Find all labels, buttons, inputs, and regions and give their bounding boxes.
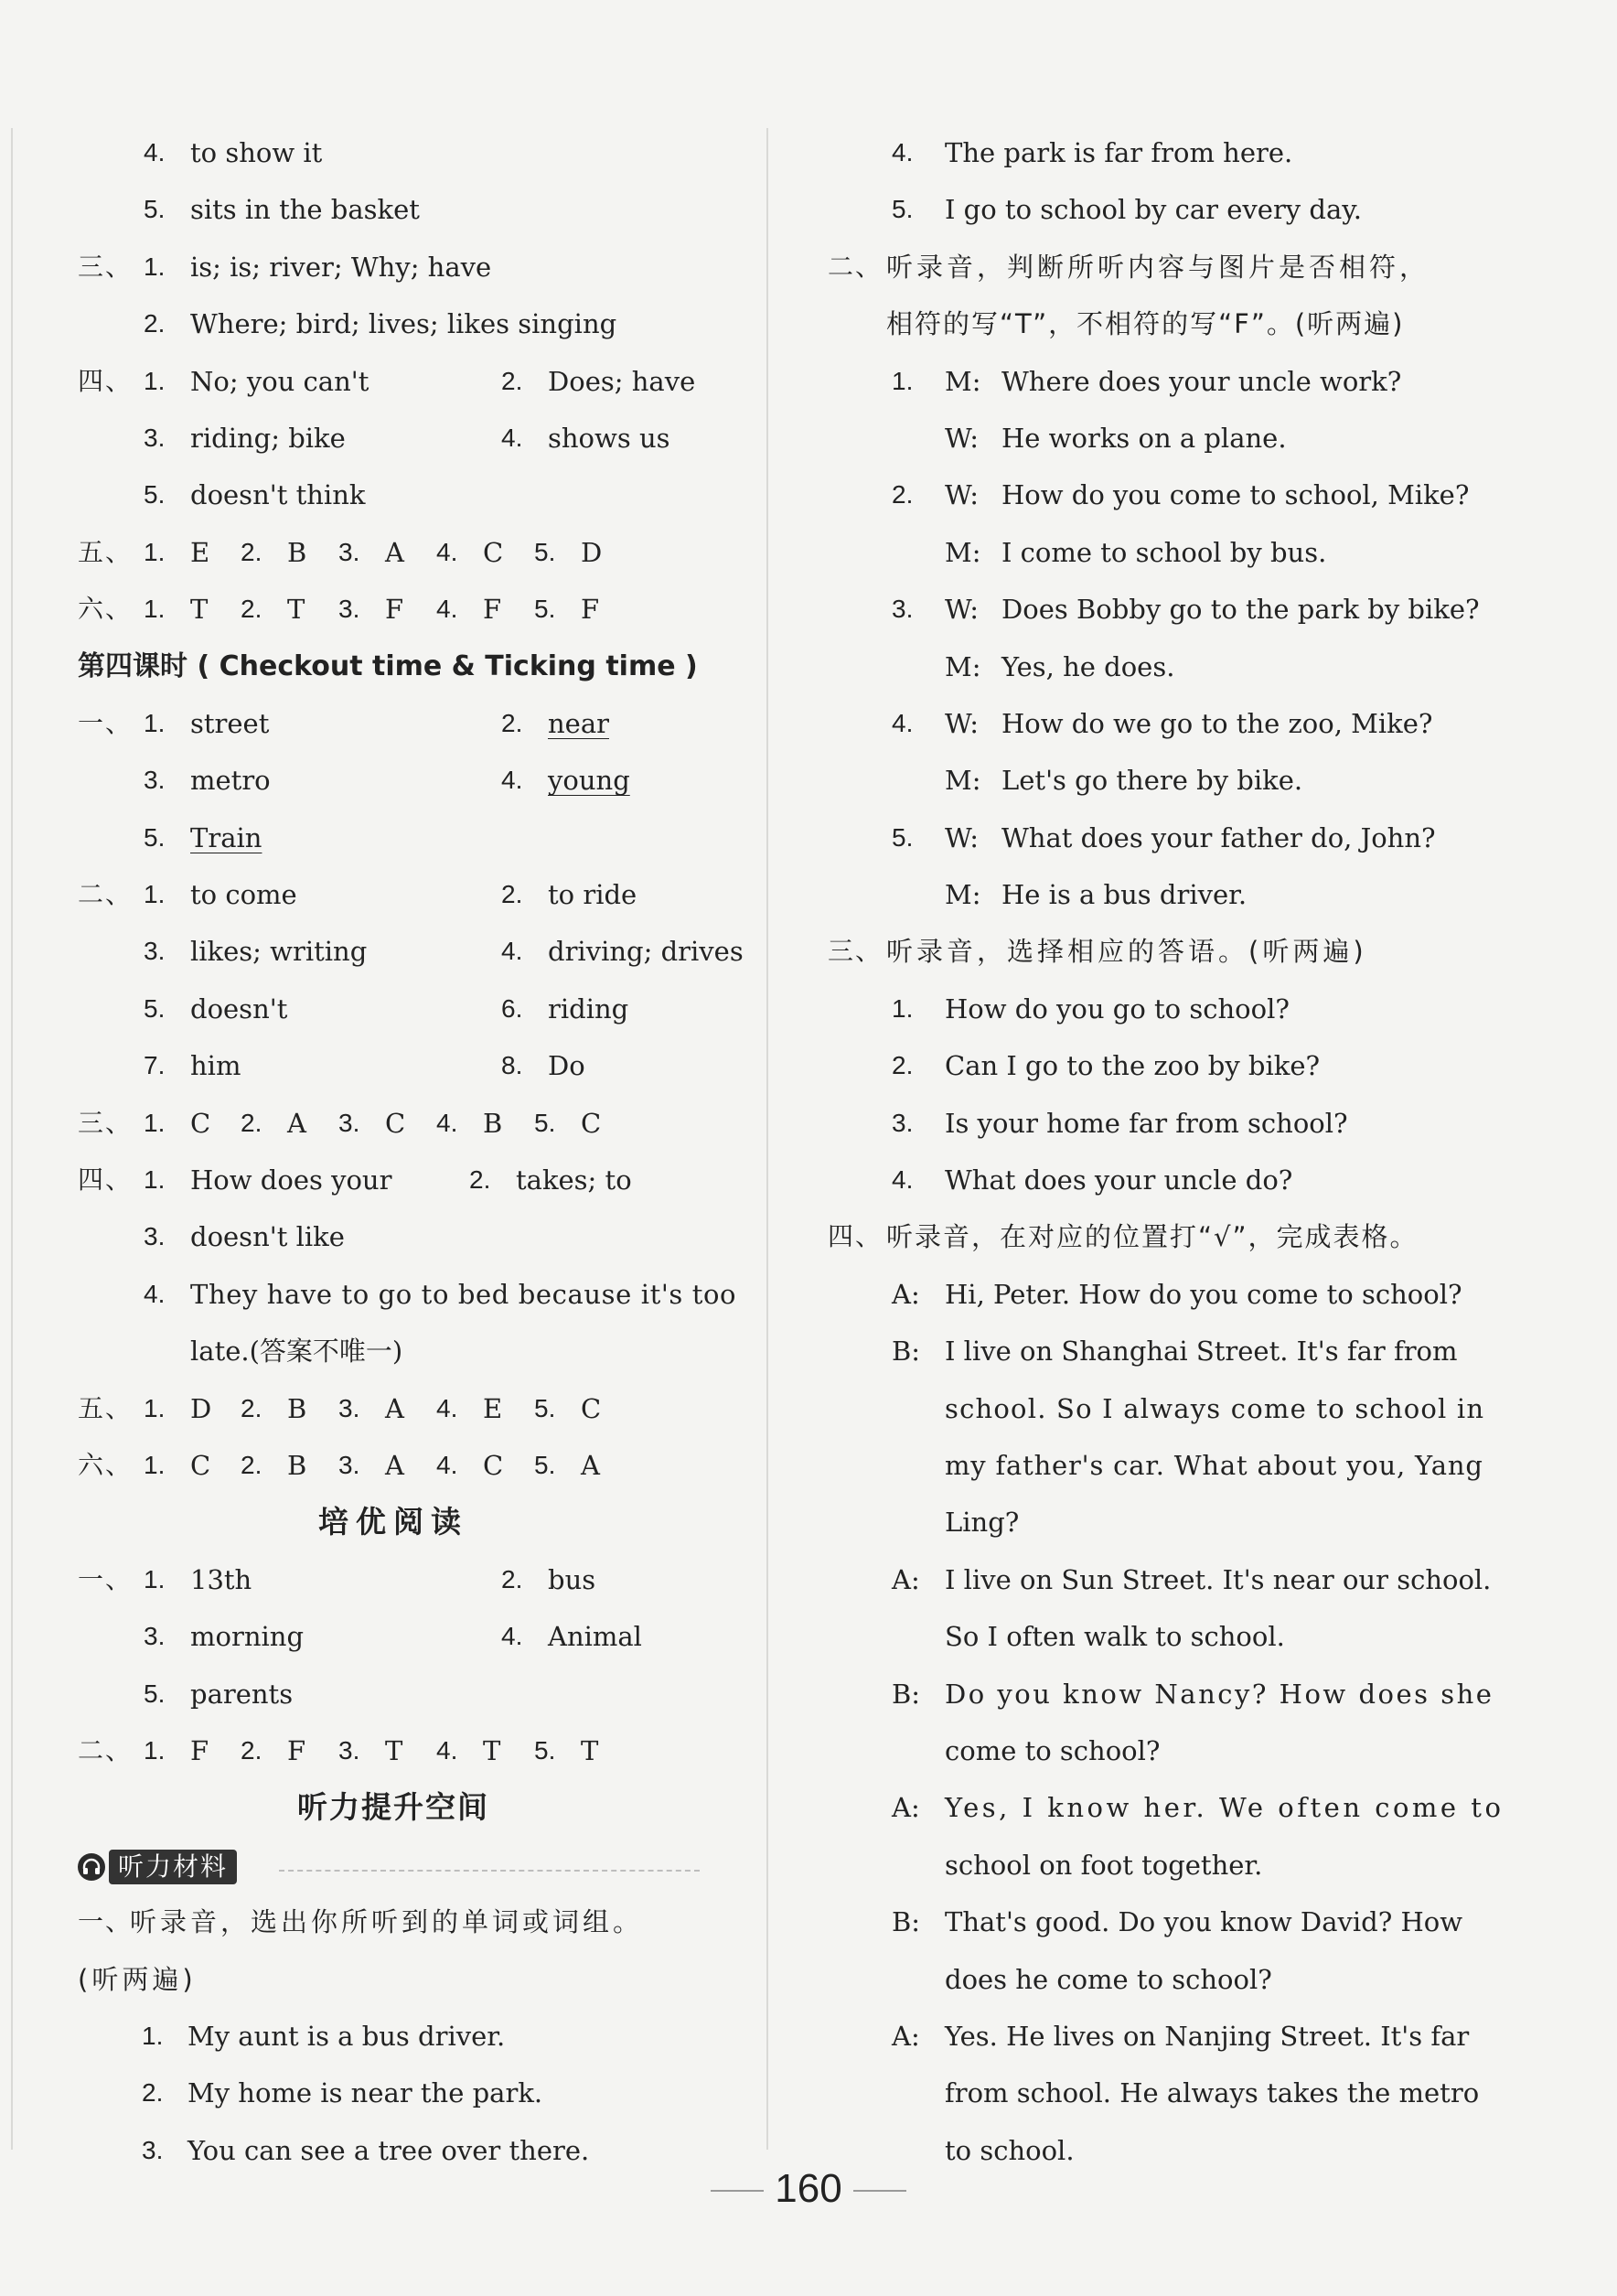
instruction-text: 听录音，选择相应的答语。(听两遍) <box>886 936 1367 968</box>
script-text: Where does your uncle work? <box>1001 365 1402 397</box>
item-number: 4. <box>436 1450 458 1479</box>
answer-text: riding <box>548 992 629 1025</box>
answer-letter: F <box>385 594 404 626</box>
answer-letter: F <box>190 1734 209 1766</box>
answer-letter: D <box>581 536 603 568</box>
script-text: Ling? <box>945 1507 1020 1539</box>
script-text: I live on Shanghai Street. It's far from <box>945 1336 1458 1368</box>
item-number: 1. <box>144 366 166 395</box>
script-text: to school. <box>945 2134 1075 2166</box>
choice-answers-line <box>78 1095 709 1152</box>
dialog-line <box>828 1722 1486 1779</box>
dialog-line <box>828 1951 1486 2008</box>
script-text: does he come to school? <box>945 1963 1272 1995</box>
script-text: Let's go there by bike. <box>1001 765 1303 797</box>
script-line <box>828 981 1486 1037</box>
answer-text: How does your <box>190 1164 392 1196</box>
answer-text: They have to go to bed because it's too <box>190 1278 737 1310</box>
item-number: 3. <box>338 1108 360 1137</box>
item-number: 4. <box>144 1279 166 1308</box>
item-number: 3. <box>892 595 914 624</box>
left-column <box>78 124 744 2179</box>
item-number: 1. <box>144 595 166 624</box>
script-text: I go to school by car every day. <box>945 194 1363 226</box>
answer-letter: A <box>385 536 404 568</box>
section-label: 四、 <box>78 1164 134 1196</box>
script-text: What does your uncle do? <box>945 1164 1293 1196</box>
answer-text: Does; have <box>548 365 696 397</box>
script-text: Yes. He lives on Nanjing Street. It's far <box>945 2020 1470 2052</box>
script-line <box>828 124 1486 181</box>
answer-text: driving; drives <box>548 936 744 968</box>
script-text: I come to school by bus. <box>1001 536 1327 568</box>
answer-text: 13th <box>190 1563 252 1595</box>
instruction-line <box>828 1208 1486 1265</box>
item-number: 3. <box>338 1393 360 1422</box>
item-number: 4. <box>144 138 166 166</box>
script-text: I live on Sun Street. It's near our school. <box>945 1563 1492 1595</box>
instruction-text: 相符的写“T”，不相符的写“F”。(听两遍) <box>886 308 1405 340</box>
dialog-line <box>828 1894 1486 1950</box>
item-number: 6. <box>501 993 523 1023</box>
item-number: 1. <box>144 252 166 281</box>
speaker: A: <box>892 1563 920 1595</box>
script-text: Hi, Peter. How do you come to school? <box>945 1278 1462 1310</box>
answer-line <box>78 1266 737 1323</box>
instruction-line <box>828 239 1486 295</box>
speaker: W: <box>945 707 980 739</box>
answer-letter: F <box>483 594 502 626</box>
answer-line <box>78 752 709 809</box>
item-number: 5. <box>534 1735 556 1765</box>
answer-line <box>78 1152 709 1208</box>
item-number: 2. <box>892 480 914 510</box>
speaker: A: <box>892 1792 920 1824</box>
answer-letter: A <box>385 1449 404 1481</box>
listening-section-title: 听力提升空间 <box>297 1789 489 1826</box>
speaker: W: <box>945 821 980 853</box>
answer-line <box>78 1608 709 1665</box>
dialog-line <box>828 810 1486 866</box>
instruction-text: 听录音，判断所听内容与图片是否相符， <box>886 251 1430 283</box>
answer-text: parents <box>190 1678 294 1710</box>
script-text: come to school? <box>945 1734 1161 1766</box>
item-number: 1. <box>144 880 166 909</box>
answer-letter: T <box>581 1734 599 1766</box>
speaker: W: <box>945 479 980 511</box>
answer-letter: C <box>190 1449 211 1481</box>
answer-text: takes; to <box>516 1164 632 1196</box>
speaker: B: <box>892 1906 921 1938</box>
column-divider <box>766 128 768 2150</box>
item-number: 1. <box>144 1450 166 1479</box>
script-text: The park is far from here. <box>945 137 1293 168</box>
script-text: Do you know Nancy? How does she <box>945 1678 1494 1710</box>
item-number: 5. <box>892 822 914 852</box>
answer-line <box>78 1037 709 1094</box>
item-number: 7. <box>144 1051 166 1080</box>
item-number: 4. <box>892 1165 914 1195</box>
answer-text: doesn't think <box>190 479 366 511</box>
section-label: 三、 <box>78 251 134 282</box>
item-number: 2. <box>241 537 262 566</box>
answer-text: doesn't like <box>190 1221 345 1253</box>
page-number-rule <box>711 2190 764 2192</box>
script-text: What does your father do, John? <box>1001 821 1436 853</box>
section-label: 四、 <box>828 1221 883 1252</box>
item-number: 2. <box>241 595 262 624</box>
answer-letter: F <box>581 594 600 626</box>
answer-text: young <box>548 765 630 797</box>
item-number: 5. <box>534 1450 556 1479</box>
answer-text: bus <box>548 1563 596 1595</box>
script-text: school. So I always come to school in <box>945 1392 1485 1424</box>
section-label: 五、 <box>78 1392 134 1423</box>
answer-text: No; you can't <box>190 365 369 397</box>
answer-line <box>78 1208 709 1265</box>
item-number: 3. <box>338 1450 360 1479</box>
dialog-line <box>828 524 1486 581</box>
dialog-line <box>828 1779 1505 1836</box>
item-number: 1. <box>144 1108 166 1137</box>
item-number: 2. <box>501 1564 523 1593</box>
speaker: M: <box>945 765 981 797</box>
answer-letter: A <box>581 1449 600 1481</box>
item-number: 2. <box>142 2078 164 2108</box>
script-line <box>78 2008 709 2065</box>
answer-text: is; is; river; Why; have <box>190 251 492 283</box>
item-number: 3. <box>144 423 166 452</box>
answer-letter: E <box>483 1392 503 1424</box>
script-text: Yes, I know her. We often come to <box>945 1792 1505 1824</box>
lesson-title: 第四课时 ( Checkout time & Ticking time ) <box>78 649 698 682</box>
script-line <box>828 1095 1486 1152</box>
item-number: 3. <box>144 1622 166 1651</box>
speaker: B: <box>892 1336 921 1368</box>
item-number: 1. <box>144 537 166 566</box>
answer-letter: B <box>483 1107 503 1139</box>
dialog-line <box>828 353 1486 410</box>
script-line <box>828 181 1486 238</box>
item-number: 5. <box>144 480 166 510</box>
item-number: 5. <box>144 195 166 224</box>
instruction-text: 听录音，选出你所听到的单词或词组。 <box>130 1906 644 1938</box>
speaker: M: <box>945 536 981 568</box>
item-number: 4. <box>501 766 523 795</box>
section-label: 六、 <box>78 594 134 625</box>
answer-letter: F <box>287 1734 306 1766</box>
speaker: A: <box>892 1278 920 1310</box>
item-number: 2. <box>501 880 523 909</box>
dialog-line <box>828 752 1486 809</box>
answer-line <box>78 866 709 923</box>
item-number: 2. <box>241 1108 262 1137</box>
answer-letter: C <box>385 1107 406 1139</box>
item-number: 4. <box>436 537 458 566</box>
item-number: 5. <box>892 195 914 224</box>
section-label: 一、 <box>78 1563 134 1594</box>
dialog-line <box>828 1608 1486 1665</box>
answer-text: Animal <box>548 1621 642 1653</box>
section-label: 二、 <box>828 251 883 282</box>
section-label: 一、 <box>78 1906 134 1937</box>
answer-text: to show it <box>190 137 323 168</box>
script-text: He works on a plane. <box>1001 422 1287 454</box>
choice-answers-line <box>78 581 709 638</box>
answer-line <box>78 239 709 295</box>
item-number: 1. <box>144 1165 166 1195</box>
script-text: That's good. Do you know David? How <box>945 1906 1463 1938</box>
answer-text: Where; bird; lives; likes singing <box>190 308 617 340</box>
dialog-line <box>828 1437 1486 1494</box>
answer-line <box>78 181 709 238</box>
badge-label: 听力材料 <box>109 1850 237 1884</box>
item-number: 3. <box>892 1108 914 1137</box>
script-text: He is a bus driver. <box>1001 879 1248 911</box>
item-number: 5. <box>534 537 556 566</box>
item-number: 4. <box>436 1393 458 1422</box>
item-number: 1. <box>892 366 914 395</box>
reading-section-title: 培优阅读 <box>318 1504 468 1540</box>
answer-line <box>78 124 709 181</box>
script-text: my father's car. What about you, Yang <box>945 1449 1483 1481</box>
answer-line <box>78 810 709 866</box>
answer-letter: A <box>287 1107 306 1139</box>
dialog-line <box>828 1494 1486 1550</box>
item-number: 2. <box>241 1735 262 1765</box>
instruction-line <box>828 923 1486 980</box>
answer-letter: B <box>287 1392 307 1424</box>
answer-letter: B <box>287 536 307 568</box>
section-label: 一、 <box>78 707 134 738</box>
page-number-text: 160 <box>775 2166 842 2211</box>
item-number: 4. <box>501 423 523 452</box>
script-text: Does Bobby go to the park by bike? <box>1001 594 1480 626</box>
script-line <box>828 1037 1486 1094</box>
item-number: 1. <box>892 993 914 1023</box>
item-number: 5. <box>534 595 556 624</box>
listening-material-badge <box>78 1850 237 1884</box>
section-label: 三、 <box>828 936 883 967</box>
script-text: My aunt is a bus driver. <box>187 2020 506 2052</box>
script-text: Yes, he does. <box>1001 650 1175 682</box>
answer-text: likes; writing <box>190 936 368 968</box>
answer-text: morning <box>190 1621 305 1653</box>
script-text: How do we go to the zoo, Mike? <box>1001 707 1433 739</box>
left-margin-rule <box>11 128 13 2150</box>
answer-letter: T <box>385 1734 403 1766</box>
answer-line <box>78 295 709 352</box>
item-number: 5. <box>144 1679 166 1708</box>
item-number: 1. <box>144 708 166 737</box>
item-number: 2. <box>501 708 523 737</box>
answer-text: riding; bike <box>190 422 346 454</box>
choice-answers-line <box>78 524 709 581</box>
answer-letter: C <box>581 1392 602 1424</box>
script-text: school on foot together. <box>945 1849 1263 1881</box>
answer-letter: T <box>190 594 209 626</box>
instruction-line <box>828 295 1486 352</box>
dashed-rule <box>279 1870 700 1872</box>
answer-line <box>78 467 709 523</box>
answer-letter: C <box>483 1449 504 1481</box>
script-text: You can see a tree over there. <box>187 2134 590 2166</box>
item-number: 5. <box>534 1393 556 1422</box>
page-number <box>0 2166 1617 2212</box>
answer-line <box>78 1323 709 1379</box>
dialog-line <box>828 866 1486 923</box>
choice-answers-line <box>78 1722 709 1779</box>
answer-text: near <box>548 707 609 739</box>
section-label: 二、 <box>78 879 134 910</box>
answer-line <box>78 353 709 410</box>
script-text: Can I go to the zoo by bike? <box>945 1050 1321 1082</box>
script-line <box>828 1152 1486 1208</box>
dialog-line <box>828 1380 1486 1437</box>
answer-line <box>78 1666 709 1722</box>
dialog-line <box>828 1551 1492 1608</box>
dialog-line <box>828 1837 1486 1894</box>
answer-letter: B <box>287 1449 307 1481</box>
script-text: How do you come to school, Mike? <box>1001 479 1470 511</box>
script-text: from school. He always takes the metro <box>945 2077 1480 2109</box>
section-label: 五、 <box>78 536 134 567</box>
dialog-line <box>828 1323 1486 1379</box>
item-number: 2. <box>144 309 166 338</box>
script-text: Is your home far from school? <box>945 1107 1348 1139</box>
instruction-text: (听两遍) <box>78 1963 197 1995</box>
item-number: 4. <box>436 595 458 624</box>
item-number: 1. <box>144 1735 166 1765</box>
answer-text: Train <box>190 821 262 853</box>
answer-line <box>78 981 709 1037</box>
choice-answers-line <box>78 1380 709 1437</box>
speaker: M: <box>945 879 981 911</box>
speaker: B: <box>892 1678 921 1710</box>
dialog-line <box>828 2065 1486 2121</box>
answer-letter: T <box>287 594 305 626</box>
speaker: A: <box>892 2020 920 2052</box>
item-number: 2. <box>241 1450 262 1479</box>
answer-text: him <box>190 1050 241 1082</box>
item-number: 4. <box>892 138 914 166</box>
answer-line <box>78 923 744 980</box>
section-label: 四、 <box>78 365 134 396</box>
answer-text: to come <box>190 879 297 911</box>
right-column <box>828 124 1505 2179</box>
choice-answers-line <box>78 1437 709 1494</box>
headphones-icon <box>78 1853 105 1881</box>
answer-letter: T <box>483 1734 501 1766</box>
speaker: W: <box>945 422 980 454</box>
item-number: 3. <box>144 766 166 795</box>
answer-text: to ride <box>548 879 637 911</box>
page-number-rule <box>853 2190 906 2192</box>
answer-letter: E <box>190 536 210 568</box>
answer-line <box>78 1551 709 1608</box>
section-label: 六、 <box>78 1449 134 1480</box>
item-number: 2. <box>501 366 523 395</box>
dialog-line <box>828 1266 1486 1323</box>
dialog-line <box>828 1666 1494 1722</box>
item-number: 3. <box>338 1735 360 1765</box>
answer-letter: A <box>385 1392 404 1424</box>
answer-text: street <box>190 707 270 739</box>
answer-letter: D <box>190 1392 212 1424</box>
script-line <box>78 2065 709 2121</box>
item-number: 2. <box>469 1165 491 1195</box>
instruction-line <box>78 1951 709 2008</box>
item-number: 5. <box>534 1108 556 1137</box>
item-number: 3. <box>338 537 360 566</box>
item-number: 1. <box>144 1564 166 1593</box>
item-number: 4. <box>436 1735 458 1765</box>
item-number: 4. <box>501 1622 523 1651</box>
item-number: 4. <box>501 937 523 966</box>
script-text: How do you go to school? <box>945 992 1290 1025</box>
answer-letter: C <box>581 1107 602 1139</box>
answer-line <box>78 410 709 467</box>
answer-line <box>78 695 709 752</box>
item-number: 3. <box>144 937 166 966</box>
item-number: 2. <box>892 1051 914 1080</box>
instruction-text: 听录音，在对应的位置打“√”，完成表格。 <box>886 1221 1419 1253</box>
dialog-line <box>828 581 1486 638</box>
item-number: 3. <box>338 595 360 624</box>
answer-letter: C <box>483 536 504 568</box>
dialog-line <box>828 410 1486 467</box>
dialog-line <box>828 638 1486 695</box>
answer-text: Do <box>548 1050 585 1082</box>
item-number: 4. <box>892 708 914 737</box>
answer-text: late.(答案不唯一) <box>190 1336 403 1368</box>
item-number: 5. <box>144 993 166 1023</box>
instruction-line <box>78 1894 709 1950</box>
speaker: W: <box>945 594 980 626</box>
answer-text: sits in the basket <box>190 194 420 226</box>
item-number: 8. <box>501 1051 523 1080</box>
item-number: 1. <box>144 1393 166 1422</box>
section-label: 二、 <box>78 1734 134 1765</box>
item-number: 2. <box>241 1393 262 1422</box>
item-number: 3. <box>144 1222 166 1251</box>
script-text: So I often walk to school. <box>945 1621 1285 1653</box>
section-label: 三、 <box>78 1107 134 1138</box>
answer-letter: C <box>190 1107 211 1139</box>
answer-text: shows us <box>548 422 670 454</box>
dialog-line <box>828 467 1486 523</box>
answer-text: doesn't <box>190 992 288 1025</box>
dialog-line <box>828 2008 1486 2065</box>
speaker: M: <box>945 650 981 682</box>
dialog-line <box>828 695 1486 752</box>
listening-material-header <box>78 1837 709 1894</box>
answer-text: metro <box>190 765 271 797</box>
script-text: My home is near the park. <box>187 2077 543 2109</box>
item-number: 5. <box>144 822 166 852</box>
item-number: 3. <box>142 2135 164 2164</box>
speaker: M: <box>945 365 981 397</box>
item-number: 4. <box>436 1108 458 1137</box>
item-number: 1. <box>142 2021 164 2050</box>
